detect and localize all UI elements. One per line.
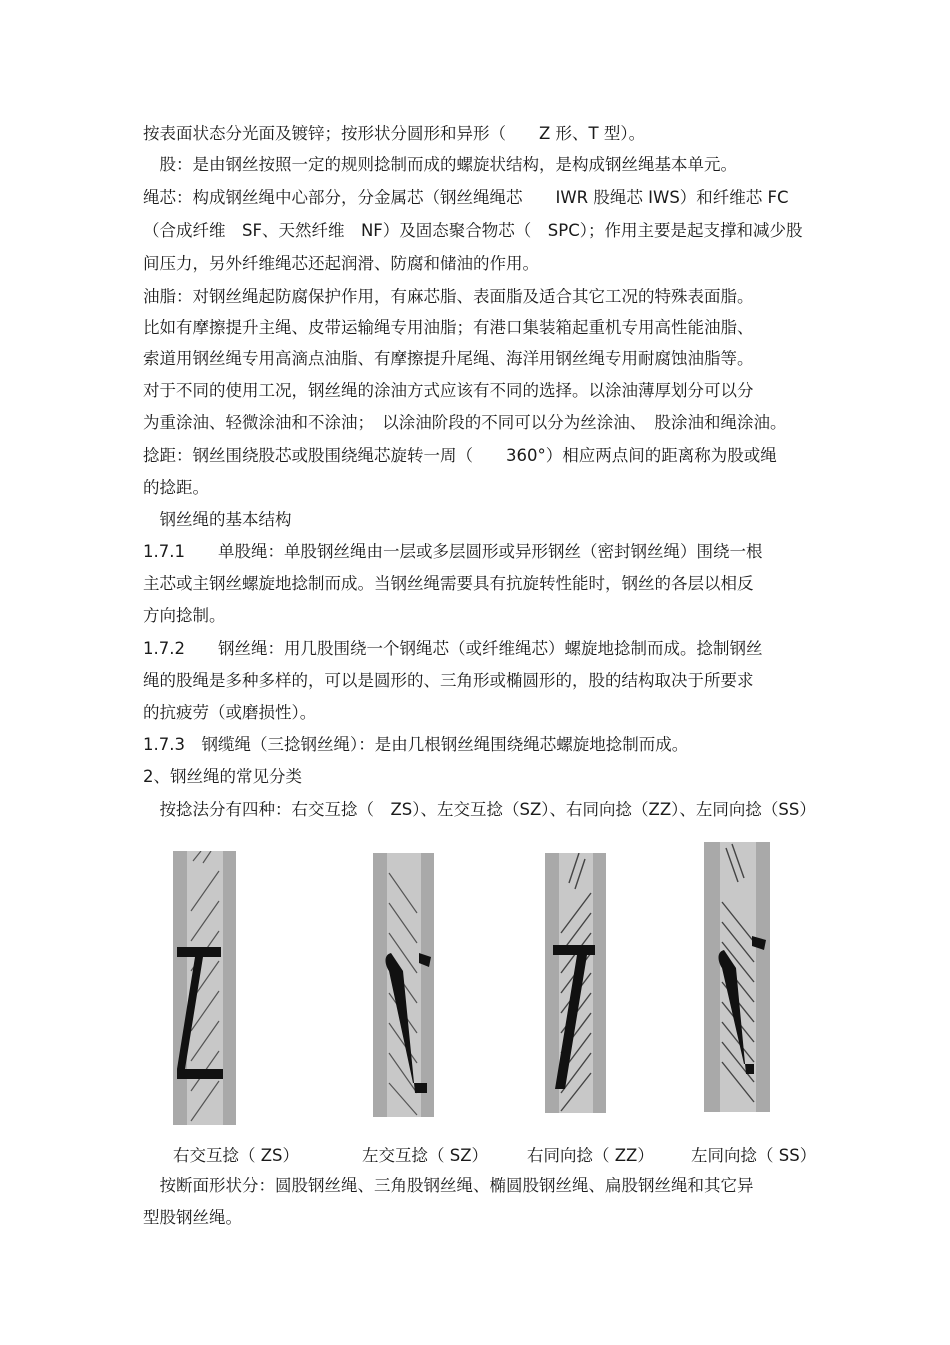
text-line: 索道用钢丝绳专用高滴点油脂、有摩擦提升尾绳、海洋用钢丝绳专用耐腐蚀油脂等。	[143, 349, 754, 368]
rope-figure-zz	[545, 853, 606, 1113]
text-line: 捻距：钢丝围绕股芯或股围绕绳芯旋转一周（ 360°）相应两点间的距离称为股或绳	[143, 446, 777, 465]
text-line: 1.7.1 单股绳：单股钢丝绳由一层或多层圆形或异形钢丝（密封钢丝绳）围绕一根	[143, 542, 763, 561]
text-line: 1.7.3 钢缆绳（三捻钢丝绳）：是由几根钢丝绳围绕绳芯螺旋地捻制而成。	[143, 735, 689, 754]
figure-caption: 右交互捻（ ZS）	[173, 1146, 300, 1165]
text-line: 的抗疲劳（或磨损性）。	[143, 703, 317, 722]
rope-figure-zs	[173, 851, 236, 1125]
text-line: 绳的股绳是多种多样的，可以是圆形的、三角形或椭圆形的，股的结构取决于所要求	[143, 671, 754, 690]
text-line: （合成纤维 SF、天然纤维 NF）及固态聚合物芯（ SPC）；作用主要是起支撑和减少股	[143, 221, 803, 240]
figure-caption: 右同向捻（ ZZ）	[527, 1146, 654, 1165]
section-heading: 2、钢丝绳的常见分类	[143, 767, 302, 786]
text-line: 比如有摩擦提升主绳、皮带运输绳专用油脂；有港口集装箱起重机专用高性能油脂、	[143, 318, 754, 337]
section-heading: 钢丝绳的基本结构	[143, 510, 292, 529]
rope-figure-ss	[704, 842, 770, 1112]
text-line: 为重涂油、轻微涂油和不涂油； 以涂油阶段的不同可以分为丝涂油、 股涂油和绳涂油。	[143, 413, 787, 432]
text-line: 的捻距。	[143, 478, 209, 497]
text-line: 按表面状态分光面及镀锌；按形状分圆形和异形（ Z 形、T 型）。	[143, 124, 646, 143]
text-line: 绳芯：构成钢丝绳中心部分，分金属芯（钢丝绳绳芯 IWR 股绳芯 IWS）和纤维芯 FC	[143, 188, 789, 207]
text-line: 油脂：对钢丝绳起防腐保护作用，有麻芯脂、表面脂及适合其它工况的特殊表面脂。	[143, 287, 754, 306]
text-line: 型股钢丝绳。	[143, 1208, 242, 1227]
text-line: 股：是由钢丝按照一定的规则捻制而成的螺旋状结构，是构成钢丝绳基本单元。	[143, 155, 737, 174]
text-line: 间压力，另外纤维绳芯还起润滑、防腐和储油的作用。	[143, 254, 539, 273]
figure-caption: 左交互捻（ SZ）	[362, 1146, 489, 1165]
text-line: 主芯或主钢丝螺旋地捻制而成。当钢丝绳需要具有抗旋转性能时，钢丝的各层以相反	[143, 574, 754, 593]
text-line: 按捻法分有四种：右交互捻（ ZS）、左交互捻（SZ）、右同向捻（ZZ）、左同向捻（SS）	[143, 800, 816, 819]
text-line: 按断面形状分：圆股钢丝绳、三角股钢丝绳、椭圆股钢丝绳、扁股钢丝绳和其它异	[143, 1176, 754, 1195]
text-line: 方向捻制。	[143, 606, 226, 625]
text-line: 1.7.2 钢丝绳：用几股围绕一个钢绳芯（或纤维绳芯）螺旋地捻制而成。捻制钢丝	[143, 639, 763, 658]
rope-figure-sz	[373, 853, 434, 1117]
figure-caption: 左同向捻（ SS）	[691, 1146, 817, 1165]
text-line: 对于不同的使用工况，钢丝绳的涂油方式应该有不同的选择。以涂油薄厚划分可以分	[143, 381, 754, 400]
